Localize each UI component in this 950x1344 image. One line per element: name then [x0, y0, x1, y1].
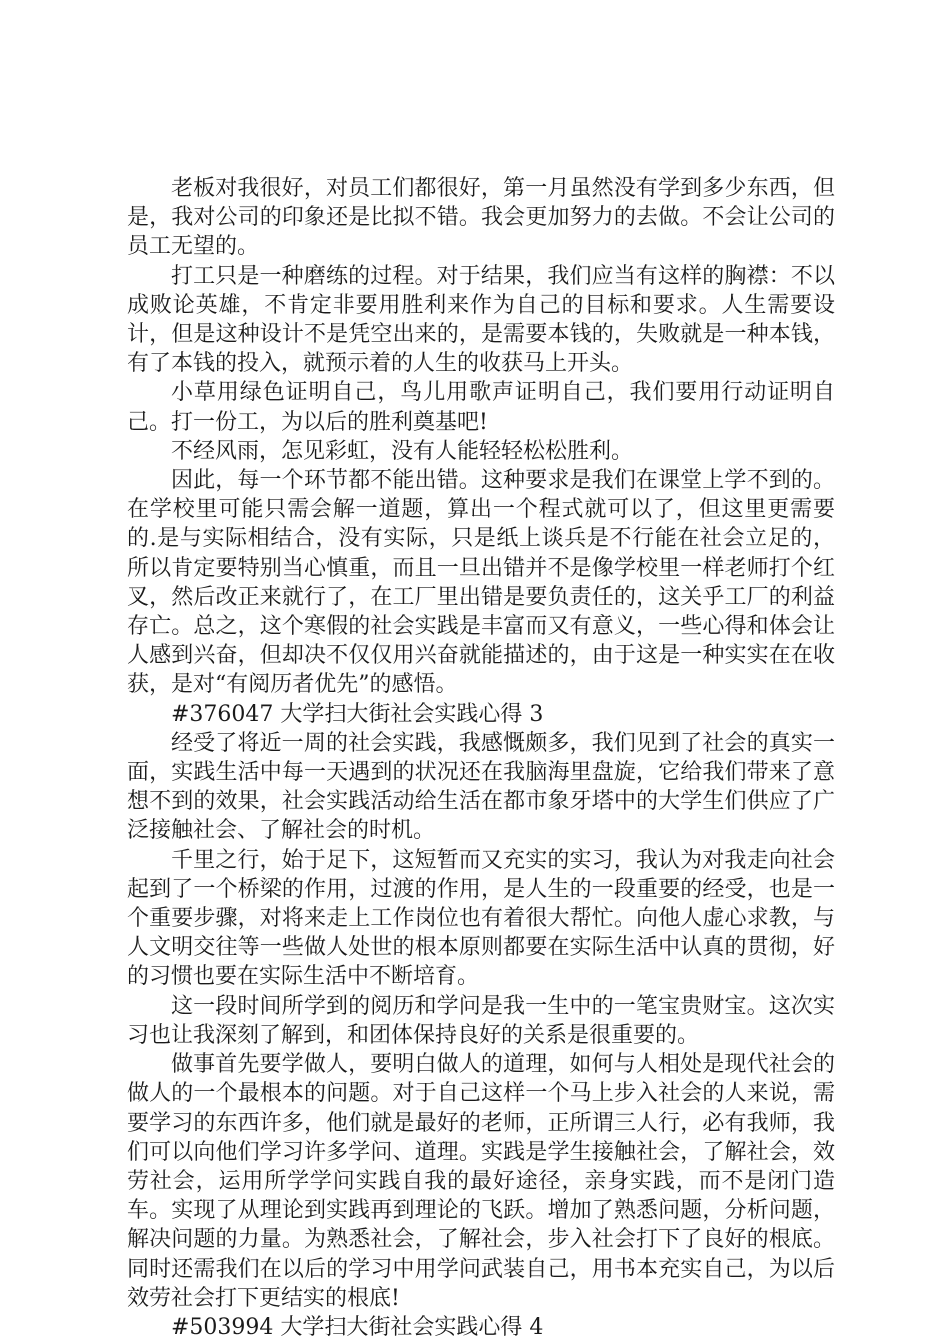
body-paragraph: 经受了将近一周的社会实践，我感慨颇多，我们见到了社会的真实一面，实践生活中每一天遇到的状况还在我脑海里盘旋，它给我们带来了意想不到的效果，社会实践活动给生活在都市象牙塔中的大学生们供应了广泛接触社会、了解社会的时机。	[127, 730, 835, 844]
body-paragraph: 因此，每一个环节都不能出错。这种要求是我们在课堂上学不到的。在学校里可能只需会解一道题，算出一个程式就可以了，但这里更需要的.是与实际相结合，没有实际，只是纸上谈兵是不行能在社会立足的，所以肯定要特别当心慎重，而且一旦出错并不是像学校里一样老师打个红叉，然后改正来就行了，在工厂里出错是要负责任的，这关乎工厂的利益存亡。总之，这个寒假的社会实践是丰富而又有意义，一些心得和体会让人感到兴奋，但却决不仅仅用兴奋就能描述的，由于这是一种实实在在收获，是对“有阅历者优先”的感悟。	[127, 468, 835, 698]
body-paragraph: 打工只是一种磨练的过程。对于结果，我们应当有这样的胸襟：不以成败论英雄，不肯定非要用胜利来作为自己的目标和要求。人生需要设计，但是这种设计不是凭空出来的，是需要本钱的，失败就是一种本钱，有了本钱的投入，就预示着的人生的收获马上开头。	[127, 263, 835, 377]
section-heading: #376047 大学扫大街社会实践心得 3	[171, 701, 544, 727]
body-paragraph: 这一段时间所学到的阅历和学问是我一生中的一笔宝贵财宝。这次实习也让我深刻了解到，和团体保持良好的关系是很重要的。	[127, 993, 835, 1048]
body-paragraph: 小草用绿色证明自己，鸟儿用歌声证明自己，我们要用行动证明自己。打一份工，为以后的胜利奠基吧!	[127, 380, 835, 435]
body-paragraph: 老板对我很好，对员工们都很好，第一月虽然没有学到多少东西，但是，我对公司的印象还是比拟不错。我会更加努力的去做。不会让公司的员工无望的。	[127, 176, 835, 260]
body-paragraph: 做事首先要学做人，要明白做人的道理，如何与人相处是现代社会的做人的一个最根本的问题。对于自己这样一个马上步入社会的人来说，需要学习的东西许多，他们就是最好的老师，正所谓三人行，必有我师，我们可以向他们学习许多学问、道理。实践是学生接触社会，了解社会，效劳社会，运用所学学问实践自我的最好途径，亲身实践，而不是闭门造车。实现了从理论到实践再到理论的飞跃。增加了熟悉问题，分析问题，解决问题的力量。为熟悉社会，了解社会，步入社会打下了良好的根底。同时还需我们在以后的学习中用学问武装自己，用书本充实自己，为以后效劳社会打下更结实的根底!	[127, 1052, 835, 1311]
body-paragraph: 千里之行，始于足下，这短暂而又充实的实习，我认为对我走向社会起到了一个桥梁的作用，过渡的作用，是人生的一段重要的经受，也是一个重要步骤，对将来走上工作岗位也有着很大帮忙。向他人虚心求教，与人文明交往等一些做人处世的根本原则都要在实际生活中认真的贯彻，好的习惯也要在实际生活中不断培育。	[127, 847, 835, 990]
document-body	[127, 174, 835, 1342]
body-paragraph: 不经风雨，怎见彩虹，没有人能轻轻松松胜利。	[171, 438, 634, 464]
section-heading: #503994 大学扫大街社会实践心得 4	[171, 1314, 544, 1340]
